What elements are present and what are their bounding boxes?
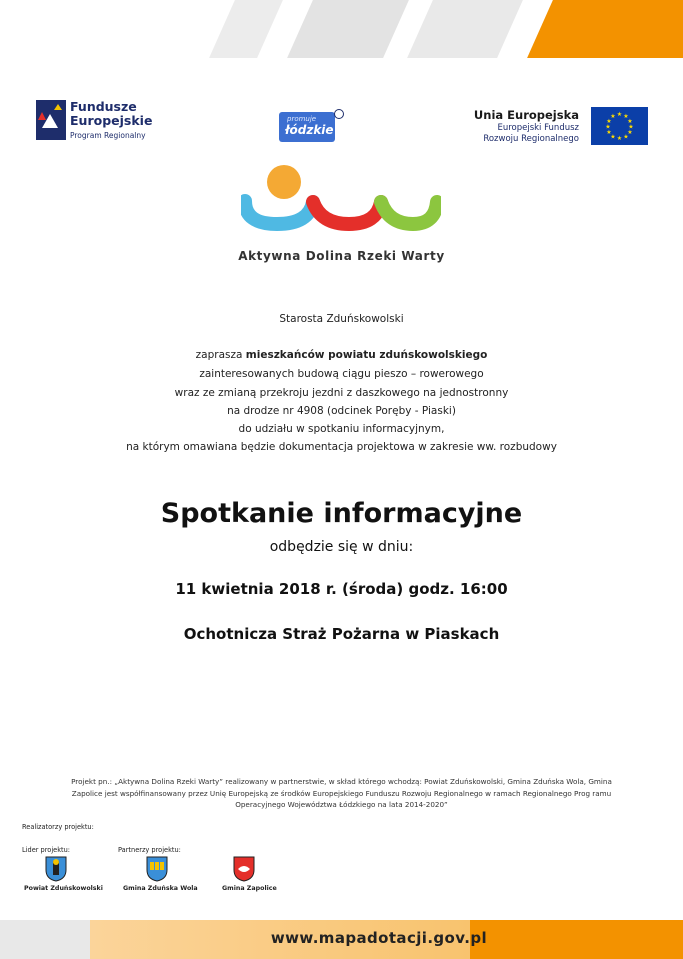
zdunska-wola-crest-icon	[146, 856, 168, 886]
adrw-name: Aktywna Dolina Rzeki Warty	[238, 249, 445, 263]
fundusze-europejskie-logo	[36, 100, 166, 152]
stripe-1	[209, 0, 283, 58]
event-title: Spotkanie informacyjne	[160, 498, 523, 529]
stripe-4	[527, 0, 683, 58]
lider-label: Lider projektu:	[22, 846, 71, 854]
partner-2: Gmina Zduńska Wola	[123, 885, 198, 892]
author-line: Starosta Zduńskowolski	[279, 313, 404, 325]
fe-star-icon	[36, 100, 66, 140]
partnerzy-label: Partnerzy projektu:	[118, 846, 181, 854]
website-link[interactable]: www.mapadotacji.gov.pl	[270, 929, 487, 947]
svg-text:★: ★	[627, 129, 633, 136]
partner-1: Powiat Zduńskowolski	[24, 885, 103, 892]
fe-line2: Europejskie	[70, 113, 153, 128]
footnote-line2: Zapolice jest współfinansowany przez Unię Europejską ze środków Europejskiego Funduszu Rozwoju Regionalnego w ramach Regionalnego Prog ramu	[71, 788, 612, 798]
unia-europejska-text	[474, 108, 579, 145]
bottom-bar-gray	[0, 920, 90, 959]
intro-line4: na drodze nr 4908 (odcinek Poręby - Piaski)	[227, 405, 456, 417]
footnote-line3: Operacyjnego Województwa Łódzkiego na lata 2014-2020”	[235, 800, 448, 809]
lodz-big-text: łódzkie	[285, 123, 334, 137]
invite-prefix: zaprasza	[195, 349, 246, 361]
svg-text:★: ★	[605, 123, 611, 131]
event-subtitle: odbędzie się w dniu:	[269, 539, 414, 555]
event-place: Ochotnicza Straż Pożarna w Piaskach	[183, 625, 500, 643]
intro-line3: wraz ze zmianą przekroju jezdni z daszkowego na jednostronny	[174, 387, 509, 399]
svg-text:★: ★	[610, 113, 616, 120]
lodz-small-text: promuje	[287, 115, 317, 123]
ue-title: Unia Europejska	[473, 108, 579, 122]
ue-sub1: Europejski Fundusz	[497, 123, 579, 133]
invite-line	[0, 345, 683, 366]
svg-text:★: ★	[627, 118, 633, 125]
svg-text:★: ★	[616, 111, 623, 118]
event-date: 11 kwietnia 2018 r. (środa) godz. 16:00	[175, 580, 508, 598]
stripe-2	[287, 0, 409, 58]
eu-flag-icon	[591, 107, 648, 145]
stripe-3	[407, 0, 523, 58]
invite-bold: mieszkańców powiatu zduńskowolskiego	[245, 349, 488, 361]
svg-text:★: ★	[610, 133, 616, 141]
partner-3: Gmina Zapolice	[222, 885, 277, 892]
ue-sub2: Rozwoju Regionalnego	[483, 134, 579, 144]
intro-line2: zainteresowanych budową ciągu pieszo – rowerowego	[199, 368, 484, 380]
svg-text:★: ★	[606, 118, 612, 125]
svg-text:★: ★	[606, 129, 612, 136]
adrw-wave-icon	[241, 164, 441, 244]
intro-line6: na którym omawiana będzie dokumentacja projektowa w zakresie ww. rozbudowy	[126, 441, 557, 453]
svg-text:★: ★	[623, 113, 629, 120]
fe-sub: Program Regionalny	[70, 131, 146, 140]
svg-text:★: ★	[623, 133, 629, 141]
zapolice-crest-icon	[233, 856, 255, 886]
svg-text:★: ★	[628, 123, 634, 131]
realizatorzy-label: Realizatorzy projektu:	[22, 823, 94, 831]
powiat-crest-icon	[45, 856, 67, 886]
adrw-logo	[241, 164, 441, 244]
bottom-bar-orange	[470, 920, 683, 959]
fe-line1: Fundusze	[70, 99, 137, 114]
project-footnote	[30, 776, 653, 811]
footnote-line1: Projekt pn.: „Aktywna Dolina Rzeki Warty” realizowany w partnerstwie, w skład którego wchodzą: Powiat Zduńskowolski, Gmina Zduńska Wola, Gmina	[71, 777, 612, 786]
intro-line5: do udziału w spotkaniu informacyjnym,	[238, 423, 445, 435]
bottom-bar	[0, 920, 683, 959]
svg-text:★: ★	[616, 135, 623, 142]
promuje-lodzkie-logo	[279, 108, 345, 144]
